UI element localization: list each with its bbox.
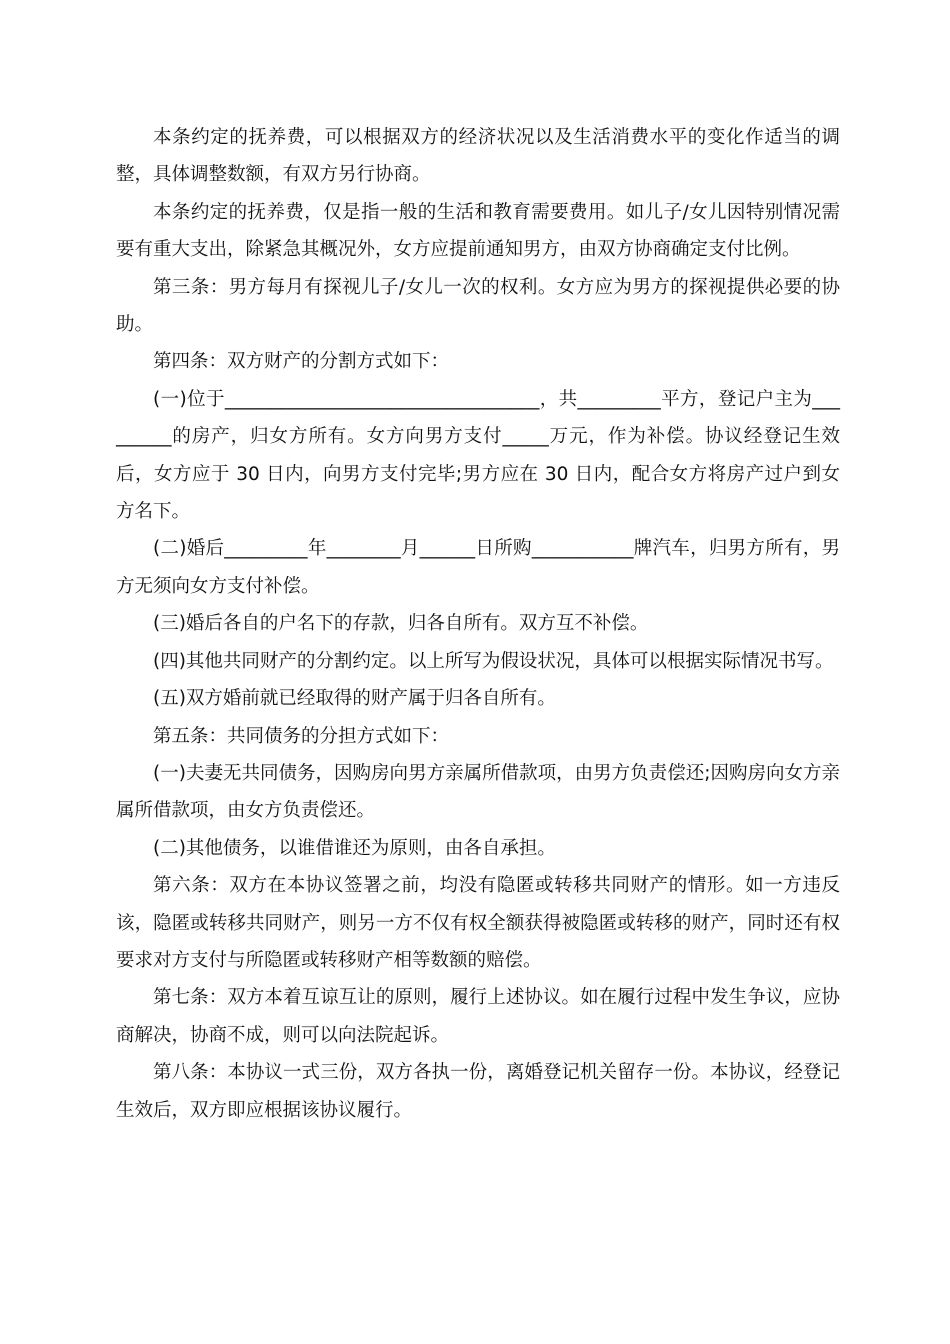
document-page <box>116 119 840 1129</box>
paragraph-article-6: 第六条：双方在本协议签署之前，均没有隐匿或转移共同财产的情形。如一方违反该，隐匿或转移共同财产，则另一方不仅有权全额获得被隐匿或转移的财产，同时还有权要求对方支付与所隐匿或转移财产相等数额的赔偿。 <box>116 875 840 971</box>
paragraph-article-3: 第三条：男方每月有探视儿子/女儿一次的权利。女方应为男方的探视提供必要的协助。 <box>116 276 840 336</box>
paragraph-article-4-item-1: (一)位于__________________________________，共_________平方，登记户主为_________的房产，归女方所有。女方向男方支付_____万元，作为补偿。协议经登记生效后，女方应于 30 日内，向男方支付完毕;男方应在 30 日内，配合女方将房产过户到女方名下。 <box>116 388 840 523</box>
paragraph-article-5-item-1: (一)夫妻无共同债务，因购房向男方亲属所借款项，由男方负责偿还;因购房向女方亲属所借款项，由女方负责偿还。 <box>116 762 840 822</box>
paragraph-article-4-item-4: (四)其他共同财产的分割约定。以上所写为假设状况，具体可以根据实际情况书写。 <box>153 650 834 672</box>
paragraph-article-5-item-2: (二)其他债务，以谁借谁还为原则，由各自承担。 <box>153 837 556 859</box>
paragraph-article-4-heading: 第四条：双方财产的分割方式如下： <box>153 351 450 373</box>
paragraph-article-4-item-5: (五)双方婚前就已经取得的财产属于归各自所有。 <box>153 688 556 710</box>
paragraph-article-5-heading: 第五条：共同债务的分担方式如下： <box>153 725 450 747</box>
paragraph-article-7: 第七条：双方本着互谅互让的原则，履行上述协议。如在履行过程中发生争议，应协商解决，协商不成，则可以向法院起诉。 <box>116 987 840 1046</box>
paragraph-article-8: 第八条：本协议一式三份，双方各执一份，离婚登记机关留存一份。本协议，经登记生效后，双方即应根据该协议履行。 <box>116 1062 840 1121</box>
paragraph-support-adjustment: 本条约定的抚养费，可以根据双方的经济状况以及生活消费水平的变化作适当的调整，具体调整数额，有双方另行协商。 <box>116 127 840 186</box>
paragraph-article-4-item-3: (三)婚后各自的户名下的存款，归各自所有。双方互不补偿。 <box>153 613 649 635</box>
paragraph-article-4-item-2: (二)婚后_________年________月______日所购___________牌汽车，归男方所有，男方无须向女方支付补偿。 <box>116 538 840 597</box>
paragraph-support-scope: 本条约定的抚养费，仅是指一般的生活和教育需要费用。如儿子/女儿因特别情况需要有重大支出，除紧急其概况外，女方应提前通知男方，由双方协商确定支付比例。 <box>116 201 840 261</box>
